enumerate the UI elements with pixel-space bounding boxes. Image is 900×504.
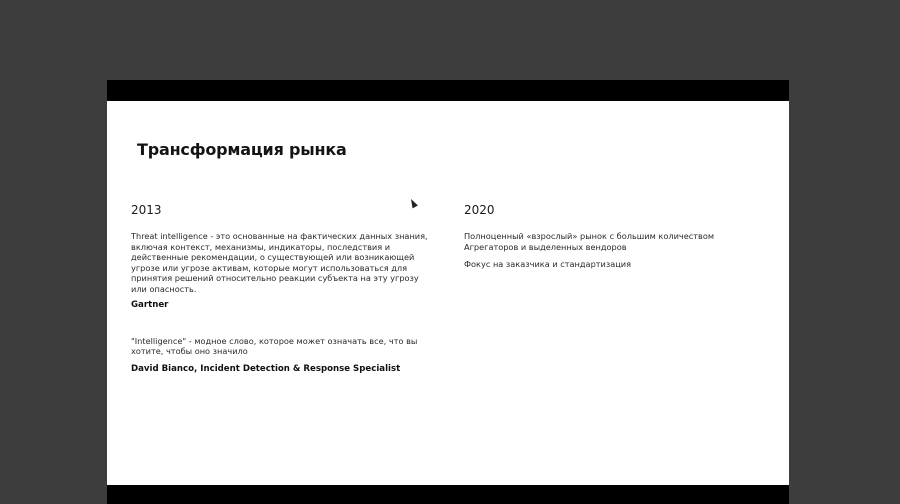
- column-2020: [464, 202, 764, 270]
- column-2013: [131, 202, 431, 375]
- quote-author: David Bianco, Incident Detection & Response Specialist: [131, 363, 401, 374]
- slide-title: Трансформация рынка: [137, 140, 347, 159]
- market-fact-2: Фокус на заказчика и стандартизация: [464, 259, 632, 270]
- definition-text: Threat intelligence - это основанные на фактических данных знания, включая контекст, механизмы, индикаторы, последствия и действенные рекомендации, о существующей или возникающей угрозе или угрозе активам, которые могут использоваться для принятия решений относительно реакции субъекта на эту угрозу или опасность.: [131, 231, 428, 294]
- year-label-2013: 2013: [131, 203, 162, 217]
- letterbox-bottom-bar: [107, 485, 789, 504]
- quote-text: "Intelligence" - модное слово, которое может означать все, что вы хотите, чтобы оно значило: [131, 335, 418, 357]
- definition-source: Gartner: [131, 299, 169, 310]
- year-label-2020: 2020: [464, 203, 495, 217]
- presentation-slide: [107, 101, 789, 485]
- market-fact-1: Полноценный «взрослый» рынок с большим количеством Агрегаторов и выделенных вендоров: [464, 231, 715, 252]
- letterbox-top-bar: [107, 80, 789, 101]
